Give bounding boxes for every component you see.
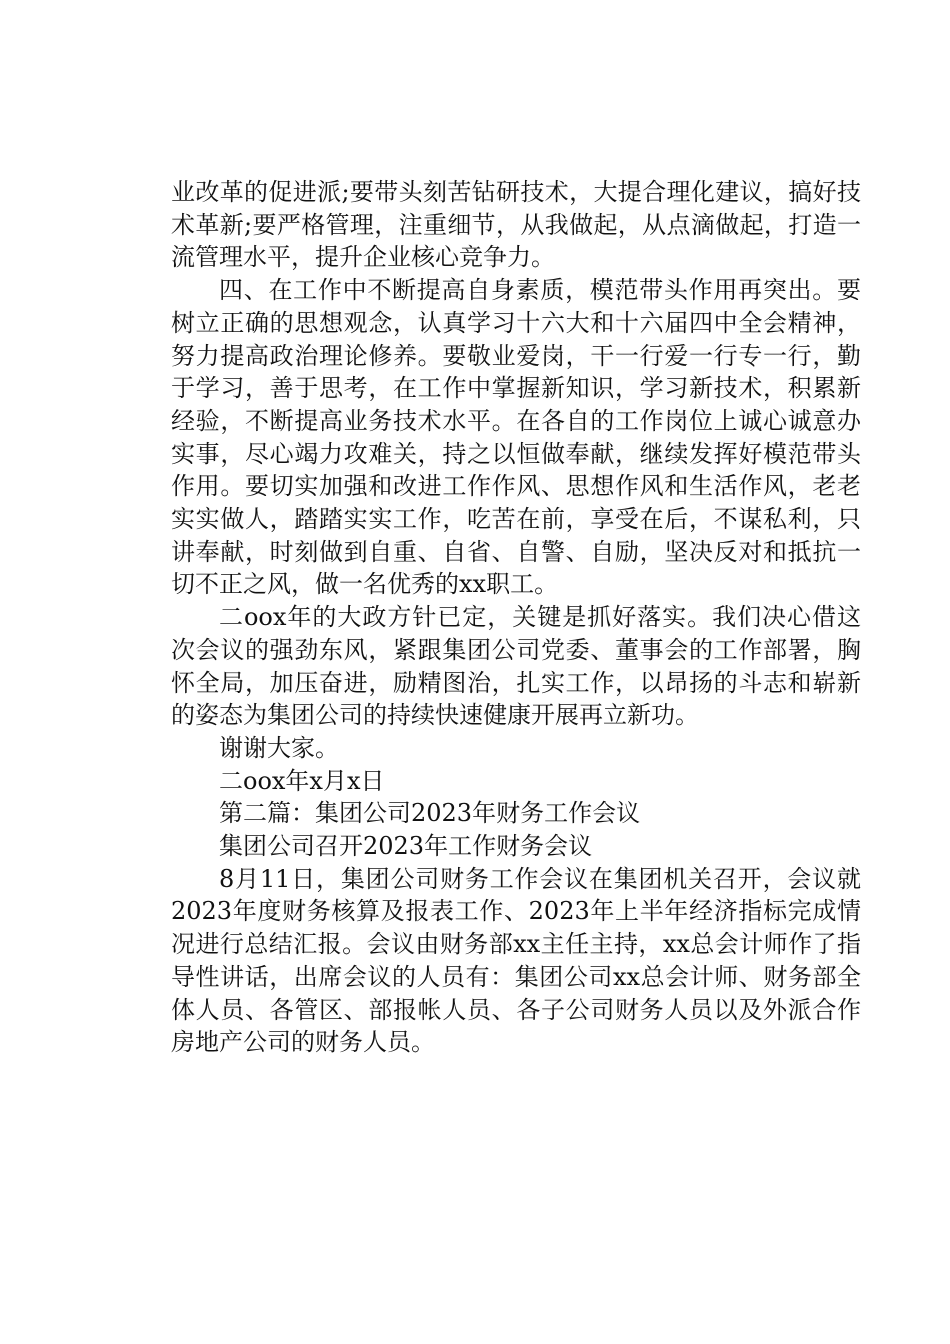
paragraph-thanks: 谢谢大家。 <box>219 733 339 762</box>
article-title: 集团公司召开2023年工作财务会议 <box>219 832 593 861</box>
section-heading-part-two: 第二篇：集团公司2023年财务工作会议 <box>219 799 641 828</box>
paragraph-date: 二oox年x月x日 <box>219 766 385 795</box>
paragraph-meeting-report: 8月11日，集团公司财务工作会议在集团机关召开，会议就2023年度财务核算及报表工作、2023年上半年经济指标完成情况进行总结汇报。会议由财务部xx主任主持，xx总会计师作了指导性讲话，出席会议的人员有：集团公司xx总会计师、财务部全体人员、各管区、部报帐人员、各子公司财务人员以及外派合作房地产公司的财务人员。 <box>171 864 861 1057</box>
document-body <box>171 176 861 1059</box>
paragraph-section-four: 四、在工作中不断提高自身素质，模范带头作用再突出。要树立正确的思想观念，认真学习十六大和十六届四中全会精神，努力提高政治理论修养。要敬业爱岗，干一行爱一行专一行，勤于学习，善于思考，在工作中掌握新知识，学习新技术，积累新经验，不断提高业务技术水平。在各自的工作岗位上诚心诚意办实事，尽心竭力攻难关，持之以恒做奉献，继续发挥好模范带头作用。要切实加强和改进工作作风、思想作风和生活作风，老老实实做人，踏踏实实工作，吃苦在前，享受在后，不谋私利，只讲奉献，时刻做到自重、自省、自警、自励，坚决反对和抵抗一切不正之风，做一名优秀的xx职工。 <box>171 276 861 599</box>
paragraph-conclusion: 二oox年的大政方针已定，关键是抓好落实。我们决心借这次会议的强劲东风，紧跟集团公司党委、董事会的工作部署，胸怀全局，加压奋进，励精图治，扎实工作，以昂扬的斗志和崭新的姿态为集团公司的持续快速健康开展再立新功。 <box>171 603 861 730</box>
paragraph-continuation: 业改革的促进派;要带头刻苦钻研技术，大提合理化建议，搞好技术革新;要严格管理，注重细节，从我做起，从点滴做起，打造一流管理水平，提升企业核心竞争力。 <box>171 178 861 272</box>
